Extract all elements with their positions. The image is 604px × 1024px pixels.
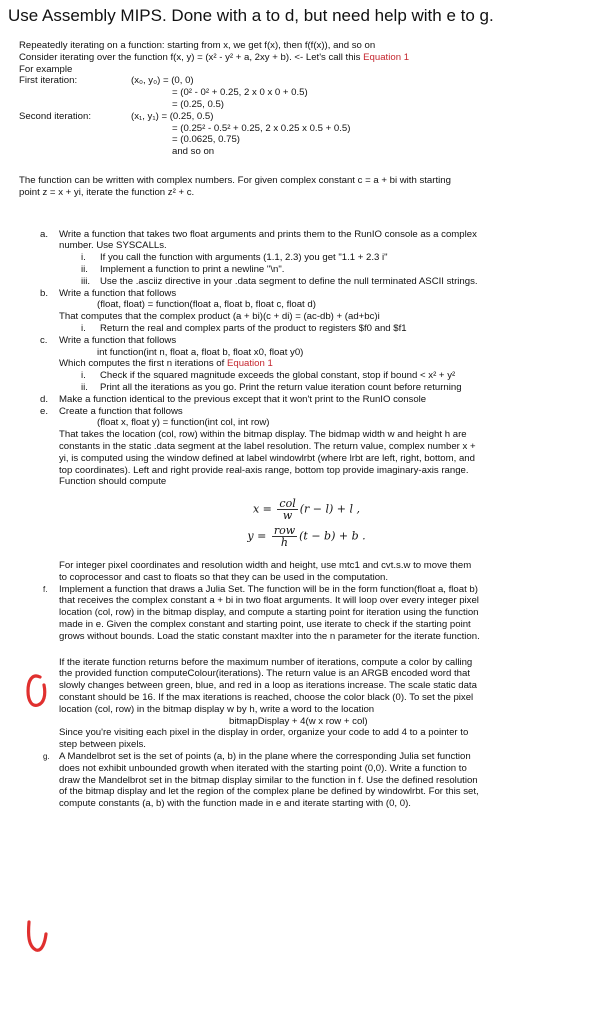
red-circle-annotation-f bbox=[24, 671, 50, 711]
iteration-row: = (0.25, 0.5) bbox=[172, 98, 224, 110]
part-f-line: the provided function computeColour(iterations). The return value is an ARGB encoded word that bbox=[59, 668, 470, 680]
part-g-label: g. bbox=[43, 752, 50, 762]
intro-line: Repeatedly iterating on a function: starting from x, we get f(x), then f(f(x)), and so on bbox=[19, 40, 376, 51]
part-a-sub: i. If you call the function with arguments (1.1, 2.3) you get "1.1 + 2.3 i" bbox=[81, 252, 388, 264]
fraction: $\frac{\text{row}}{h}$ bbox=[273, 524, 296, 550]
equation-1-reference: Equation 1 bbox=[363, 51, 410, 63]
complex-text: point z = x + yi, iterate the function z² + c. bbox=[19, 186, 195, 198]
part-b: b. Write a function that follows bbox=[40, 287, 177, 299]
iteration-row: = (0² - 0² + 0.25, 2 x 0 x 0 + 0.5) bbox=[172, 87, 308, 99]
part-f-line: location (col, row) in the bitmap display w by h, write a word to the location bbox=[59, 703, 375, 715]
part-f-line: step between pixels. bbox=[59, 739, 146, 751]
part-c: c. Write a function that follows bbox=[40, 334, 177, 346]
part-a-sub: ii. Implement a function to print a newline "\n". bbox=[81, 263, 285, 275]
part-c-sub: ii. Print all the iterations as you go. Print the return value iteration count before returning bbox=[81, 381, 462, 393]
part-a-sub: iii. Use the .asciiz directive in your .data segment to define the null terminated ASCII strings. bbox=[81, 275, 478, 287]
part-b-sub: i. Return the real and complex parts of the product to registers $f0 and $f1 bbox=[81, 322, 407, 334]
question-title: Use Assembly MIPS. Done with a to d, but need help with e to g. bbox=[8, 6, 494, 25]
part-e-line: yi, is computed using the window defined at label windowlrbt (where lrbt are left, right, bottom, and bbox=[59, 452, 475, 464]
part-c-signature: int function(int n, float a, float b, float x0, float y0) bbox=[97, 346, 304, 358]
part-g-line: of the bitmap display and let the region of the complex plane be defined by windowlrbt. For this set, bbox=[59, 786, 479, 798]
part-e-line: Function should compute bbox=[59, 476, 167, 488]
intro-line: For example bbox=[19, 63, 73, 75]
equation-1-reference: Equation 1 bbox=[226, 358, 273, 370]
iteration-row: Second iteration: (x₁, y₁) = (0.25, 0.5) bbox=[19, 110, 214, 122]
part-c-line: Which computes the first n iterations of Equation 1 bbox=[59, 358, 273, 370]
part-a-line: number. Use SYSCALLs. bbox=[59, 240, 167, 252]
part-e-signature: (float x, float y) = function(int col, int row) bbox=[97, 417, 270, 429]
part-g-line: compute constants (a, b) with the function made in e and iterate starting with (0, 0). bbox=[59, 798, 411, 810]
part-f-line: grows without bounds. Load the static constant maxIter into the n parameter for the iterate function. bbox=[59, 630, 480, 642]
iteration-row: = (0.0625, 0.75) bbox=[172, 134, 241, 146]
part-c-sub: i. Check if the squared magnitude exceeds the global constant, stop if bound < x² + y² bbox=[81, 370, 456, 382]
part-a: a. Write a function that takes two float arguments and prints them to the RunIO console as a complex bbox=[40, 228, 477, 240]
part-f-line: If the iterate function returns before the maximum number of iterations, compute a color by calling bbox=[59, 656, 473, 668]
part-e-after: to coprocessor and cast to floats so that they can be used in the computation. bbox=[59, 571, 389, 583]
part-g-line: does not exhibit unbounded growth when iterated with the starting point (0,0). Write a function to bbox=[59, 762, 467, 774]
complex-text: The function can be written with complex numbers. For given complex constant c = a + bi with starting bbox=[19, 174, 451, 186]
part-b-signature: (float, float) = function(float a, float b, float c, float d) bbox=[97, 299, 316, 311]
part-d: d. Make a function identical to the previous except that it won't print to the RunIO console bbox=[40, 393, 427, 405]
fraction: $\frac{\text{col}}{w}$ bbox=[279, 497, 296, 523]
assignment-document bbox=[19, 40, 594, 810]
equation-y: y = $\frac{\text{row}}{h}$ (t − b) + b . bbox=[247, 524, 366, 550]
part-e-line: top coordinates). Left and right provide real-axis range, bottom top provide imaginary-axis range. bbox=[59, 464, 469, 476]
part-e-after: For integer pixel coordinates and resolution width and height, use mtc1 and cvt.s.w to move them bbox=[59, 560, 472, 572]
equation-x: x = $\frac{\text{col}}{w}$ (r − l) + l , bbox=[252, 497, 361, 523]
part-b-line: That computes that the complex product (a + bi)(c + di) = (ac-db) + (ad+bc)i bbox=[59, 311, 380, 323]
part-f-line: made in e. Given the complex constant and starting point, use iterate to check if the starting point bbox=[59, 619, 471, 631]
part-f-line: constant should be 16. If the max iterations is reached, choose the color black (0). To set the pixel bbox=[59, 692, 474, 704]
red-circle-annotation-g bbox=[24, 916, 50, 956]
part-g: g. A Mandelbrot set is the set of points (a, b) in the plane where the corresponding Julia set function bbox=[43, 751, 471, 763]
part-e-line: constants in the static .data segment at the label resolution. The return value, complex number x + bbox=[59, 440, 476, 452]
iteration-row: = (0.25² - 0.5² + 0.25, 2 x 0.25 x 0.5 + 0.5) bbox=[172, 122, 351, 134]
intro-line: Consider iterating over the function f(x, y) = (x² - y² + a, 2xy + b). <- Let's call this Equation 1 bbox=[19, 51, 410, 63]
part-f-line: Since you're visiting each pixel in the display in order, organize your code to add 4 to a pointer to bbox=[59, 727, 469, 739]
part-f-line: location (col, row) in the bitmap display, and compute a starting point for iteration using the function bbox=[59, 607, 479, 619]
part-e: e. Create a function that follows bbox=[40, 405, 183, 417]
iteration-row: and so on bbox=[172, 146, 215, 158]
part-g-line: draw the Mandelbrot set in the bitmap display similar to the function in f. Use the defined resolution bbox=[59, 774, 478, 786]
part-f-line: that receives the complex constant a + bi in two float arguments. It will loop over every integer pixel bbox=[59, 595, 479, 607]
part-f-label: f. bbox=[43, 584, 48, 594]
part-f-line: slowly changes between green, blue, and red in a loop as iterations increase. The scale static data bbox=[59, 680, 477, 692]
part-e-line: That takes the location (col, row) within the bitmap display. The bidmap width w and height h are bbox=[59, 429, 467, 441]
iteration-row: First iteration: (x₀, y₀) = (0, 0) bbox=[19, 75, 194, 87]
part-f: f. Implement a function that draws a Julia Set. The function will be in the form function(float a, float b) bbox=[43, 583, 478, 595]
bitmap-formula: bitmapDisplay + 4(w x row + col) bbox=[229, 715, 368, 727]
